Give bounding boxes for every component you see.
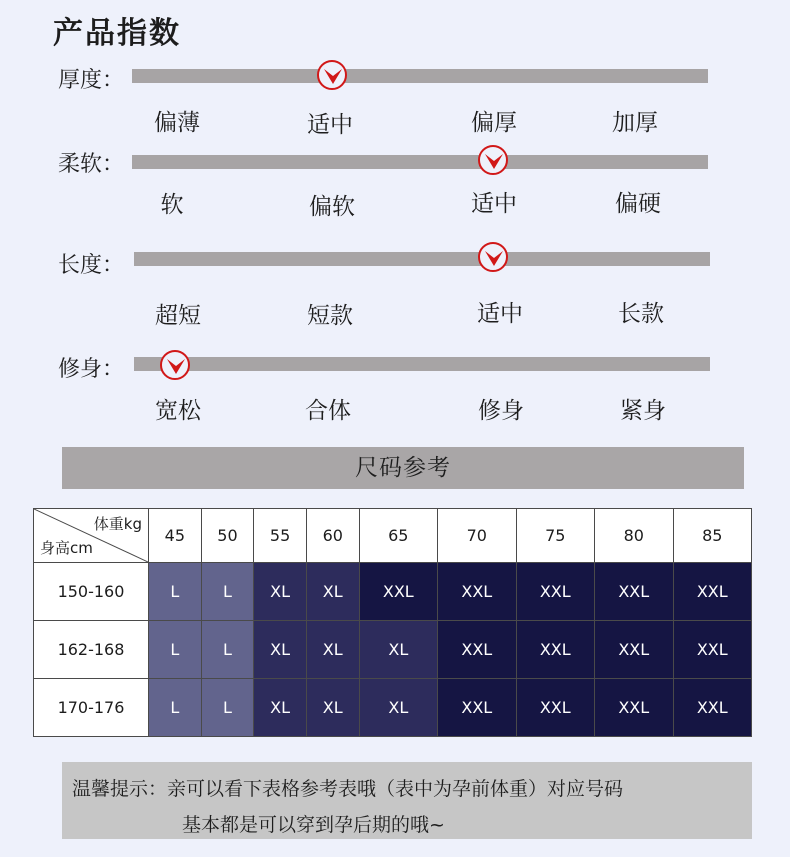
option-label: 偏软: [309, 194, 355, 220]
size-cell: XL: [359, 679, 437, 737]
size-cell: XXL: [516, 621, 594, 679]
size-cell: XXL: [595, 563, 673, 621]
size-cell: XL: [254, 679, 307, 737]
option-label: 修身: [478, 398, 524, 424]
selected-marker-icon: [478, 145, 508, 175]
size-cell: L: [201, 563, 254, 621]
attribute-label: 厚度：: [58, 68, 125, 93]
height-axis-label: 身高cm: [40, 539, 93, 557]
attribute-label: 柔软：: [58, 152, 125, 177]
weight-header: 50: [201, 509, 254, 563]
height-range-label: 162-168: [34, 621, 149, 679]
option-label: 适中: [477, 301, 523, 327]
table-row: [34, 563, 752, 621]
selected-marker-icon: [317, 60, 347, 90]
tip-line-2: 基本都是可以穿到孕后期的哦~: [182, 814, 445, 836]
table-corner-cell: [34, 509, 149, 563]
size-cell: XXL: [359, 563, 437, 621]
weight-header: 55: [254, 509, 307, 563]
weight-header: 45: [149, 509, 202, 563]
size-cell: L: [201, 621, 254, 679]
size-cell: XXL: [673, 679, 752, 737]
scale-bar: [132, 69, 708, 83]
weight-header: 65: [359, 509, 437, 563]
size-cell: XXL: [595, 679, 673, 737]
attribute-label: 修身：: [58, 357, 125, 382]
weight-header: 85: [673, 509, 752, 563]
size-cell: XXL: [595, 621, 673, 679]
weight-header: 75: [516, 509, 594, 563]
option-label: 适中: [307, 112, 353, 138]
option-label: 长款: [618, 301, 664, 327]
size-chart-table: [33, 508, 752, 737]
size-cell: XXL: [438, 679, 516, 737]
size-cell: XXL: [438, 563, 516, 621]
weight-header: 60: [306, 509, 359, 563]
size-cell: XXL: [438, 621, 516, 679]
option-label: 短款: [307, 303, 353, 329]
attribute-label: 长度：: [58, 253, 125, 278]
table-row: [34, 679, 752, 737]
size-cell: L: [149, 679, 202, 737]
weight-axis-label: 体重kg: [93, 515, 142, 533]
height-range-label: 150-160: [34, 563, 149, 621]
table-row: [34, 621, 752, 679]
option-label: 偏厚: [471, 110, 517, 136]
option-label: 超短: [155, 303, 201, 329]
size-chart-header: 尺码参考: [62, 447, 744, 489]
tip-box: [62, 762, 752, 839]
size-cell: XXL: [516, 563, 594, 621]
option-label: 适中: [471, 191, 517, 217]
size-cell: L: [149, 621, 202, 679]
size-cell: XXL: [516, 679, 594, 737]
size-cell: XL: [254, 563, 307, 621]
page-title: 产品指数: [53, 16, 181, 51]
selected-marker-icon: [160, 350, 190, 380]
size-cell: XL: [306, 679, 359, 737]
scale-bar: [134, 357, 710, 371]
weight-header: 80: [595, 509, 673, 563]
size-cell: XL: [306, 563, 359, 621]
option-label: 偏薄: [154, 110, 200, 136]
tip-line-1: 温馨提示：亲可以看下表格参考表哦（表中为孕前体重）对应号码: [72, 778, 624, 800]
scale-bar: [134, 252, 710, 266]
option-label: 紧身: [620, 398, 666, 424]
size-cell: XL: [359, 621, 437, 679]
size-cell: XXL: [673, 563, 752, 621]
option-label: 偏硬: [615, 191, 661, 217]
table-header-row: [34, 509, 752, 563]
option-label: 软: [160, 192, 184, 218]
size-cell: XL: [306, 621, 359, 679]
option-label: 宽松: [155, 398, 201, 424]
height-range-label: 170-176: [34, 679, 149, 737]
weight-header: 70: [438, 509, 516, 563]
size-cell: L: [149, 563, 202, 621]
size-cell: L: [201, 679, 254, 737]
size-cell: XXL: [673, 621, 752, 679]
scale-bar: [132, 155, 708, 169]
option-label: 加厚: [612, 110, 658, 136]
option-label: 合体: [305, 398, 351, 424]
selected-marker-icon: [478, 242, 508, 272]
size-cell: XL: [254, 621, 307, 679]
